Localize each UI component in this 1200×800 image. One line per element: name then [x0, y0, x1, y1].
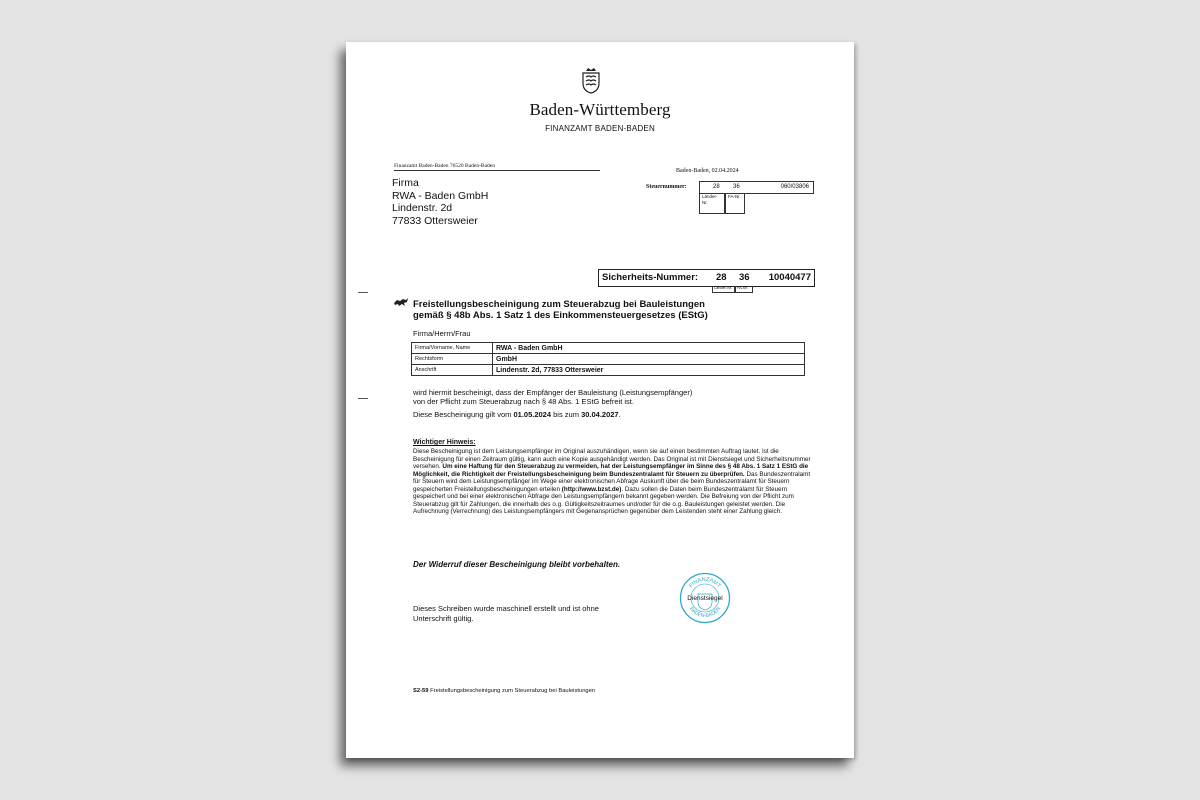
fold-mark [358, 292, 368, 293]
tax-number-land-label: Länder-Nr. [699, 193, 725, 214]
hint-part: . Dazu sollen die Daten beim Bundeszentralamt für Steuern gespeichert und bei einer elektronischen Abfrage den Leistungsempfängern bekannt gegeben werden. Die Befreiung von der Pflicht zum Steuerabzug gilt für Zahlungen, die innerhalb des o.g. Gültigkeitszeitraumes und/oder für die o.g. Bauleistungen geleistet werden. Die Aufrechnung (Verrechnung) des Leistungsempfängers mit Gegenansprüchen gegenüber dem Leistenden steht einer Zahlung gleich. [413, 485, 794, 515]
firm-heading: Firma/Herrn/Frau [413, 329, 471, 338]
row-label: Firma/Vorname, Name [412, 343, 493, 354]
recipient-line: RWA - Baden GmbH [392, 189, 489, 202]
security-number-fa: 36 [739, 272, 750, 283]
seal-top-text: FINANZAMT [688, 576, 722, 590]
sender-line: Finanzamt Baden-Baden 76520 Baden-Baden [394, 163, 600, 171]
tax-office-name: FINANZAMT BADEN-BADEN [545, 124, 655, 133]
document-page [346, 42, 854, 758]
hint-bold: Um eine Haftung für den Steuerabzug zu vermeiden, hat der Leistungsempfänger im Sinne des § 48 Abs. 1 Satz 1 EStG die Möglichkeit, die Richtigkeit der Freistellungsbescheinigung beim Bundeszentralamt für Steuern zu überprüfen. [413, 463, 809, 478]
recipient-line: Firma [392, 177, 419, 189]
table-row [412, 354, 805, 365]
letter-date: Baden-Baden, 02.04.2024 [676, 168, 739, 174]
official-seal [679, 572, 731, 624]
tax-number-land: 28 [713, 184, 720, 190]
certify-text: wird hiermit bescheinigt, dass der Empfänger der Bauleistung (Leistungsempfänger) von der Pflicht zum Steuerabzug nach § 48 Abs. 1 EStG befreit ist. [413, 388, 693, 406]
validity-text [413, 410, 621, 419]
tax-number-fa: 36 [733, 184, 740, 190]
form-code: S2-59 [413, 688, 429, 694]
row-value: Lindenstr. 2d, 77833 Ottersweier [493, 365, 805, 376]
seal-center-text: Dienstsiegel [687, 595, 723, 602]
table-row [412, 343, 805, 354]
recipient-line: Lindenstr. 2d [392, 202, 453, 214]
svg-text:BADEN-BADEN [688, 606, 722, 619]
validity-to: 30.04.2027 [581, 410, 619, 419]
firm-table [411, 342, 805, 376]
security-number-label: Sicherheits-Nummer: [602, 272, 699, 283]
document-title [413, 299, 823, 321]
row-value: RWA - Baden GmbH [493, 343, 805, 354]
revocation-note: Der Widerruf dieser Bescheinigung bleibt vorbehalten. [413, 560, 621, 569]
validity-middle: bis zum [553, 410, 579, 419]
tax-number-fa-label: FA-Nr. [725, 193, 745, 214]
lion-emblem-icon [394, 298, 408, 307]
hint-heading: Wichtiger Hinweis: [413, 439, 476, 446]
title-line: Freistellungsbescheinigung zum Steuerabzug bei Bauleistungen [413, 299, 705, 310]
hint-url: (http://www.bzst.de) [561, 485, 622, 493]
validity-suffix: . [618, 410, 621, 419]
tax-number-label: Steuernummer: [646, 184, 687, 190]
security-number-box [598, 269, 815, 287]
table-row [412, 365, 805, 376]
row-label: Rechtsform [412, 354, 493, 365]
seal-bottom-text: BADEN-BADEN [688, 606, 722, 620]
validity-prefix: Diese Bescheinigung gilt vom [413, 410, 512, 419]
recipient-address [392, 177, 488, 227]
validity-from: 01.05.2024 [513, 410, 552, 419]
row-label: Anschrift [412, 365, 493, 376]
fold-mark [358, 398, 368, 399]
security-number-value: 10040477 [768, 272, 811, 283]
hint-part: Das Bundeszentralamt für Steuern wird dem Leistungsempfänger im Wege einer elektronischen Abfrage Auskunft über die beim Bundeszentralamt für Steuern gespeicherten Freistellungsbescheinigungen erteilen [413, 470, 811, 493]
machine-generated-note: Dieses Schreiben wurde maschinell erstellt und ist ohne Unterschrift gültig. [413, 604, 599, 623]
form-footer [413, 688, 595, 694]
tax-number-value: 060/03806 [780, 184, 809, 190]
recipient-line: 77833 Ottersweier [392, 214, 478, 227]
security-land-label: Länder-Nr. [712, 286, 735, 293]
security-fa-label: FA-Nr. [735, 286, 753, 293]
coat-of-arms-icon [580, 68, 602, 94]
security-number-land: 28 [716, 272, 727, 283]
hint-text [413, 448, 811, 516]
svg-text:FINANZAMT [688, 577, 722, 590]
state-name: Baden-Württemberg [529, 100, 671, 119]
title-line: gemäß § 48b Abs. 1 Satz 1 des Einkommensteuergesetzes (EStG) [413, 310, 708, 321]
hint-part: Diese Bescheinigung ist dem Leistungsempfänger im Original auszuhändigen, wenn sie auf einen bestimmten Auftrag lautet. Ist die Bescheinigung für einen Zeitraum gültig, kann auch eine Kopie ausgehändigt werden. Das Original ist mit Dienstsiegel und Sicherheitsnummer versehen. [413, 448, 811, 470]
form-title: Freistellungsbescheinigung zum Steuerabzug bei Bauleistungen [430, 688, 596, 694]
row-value: GmbH [493, 354, 805, 365]
